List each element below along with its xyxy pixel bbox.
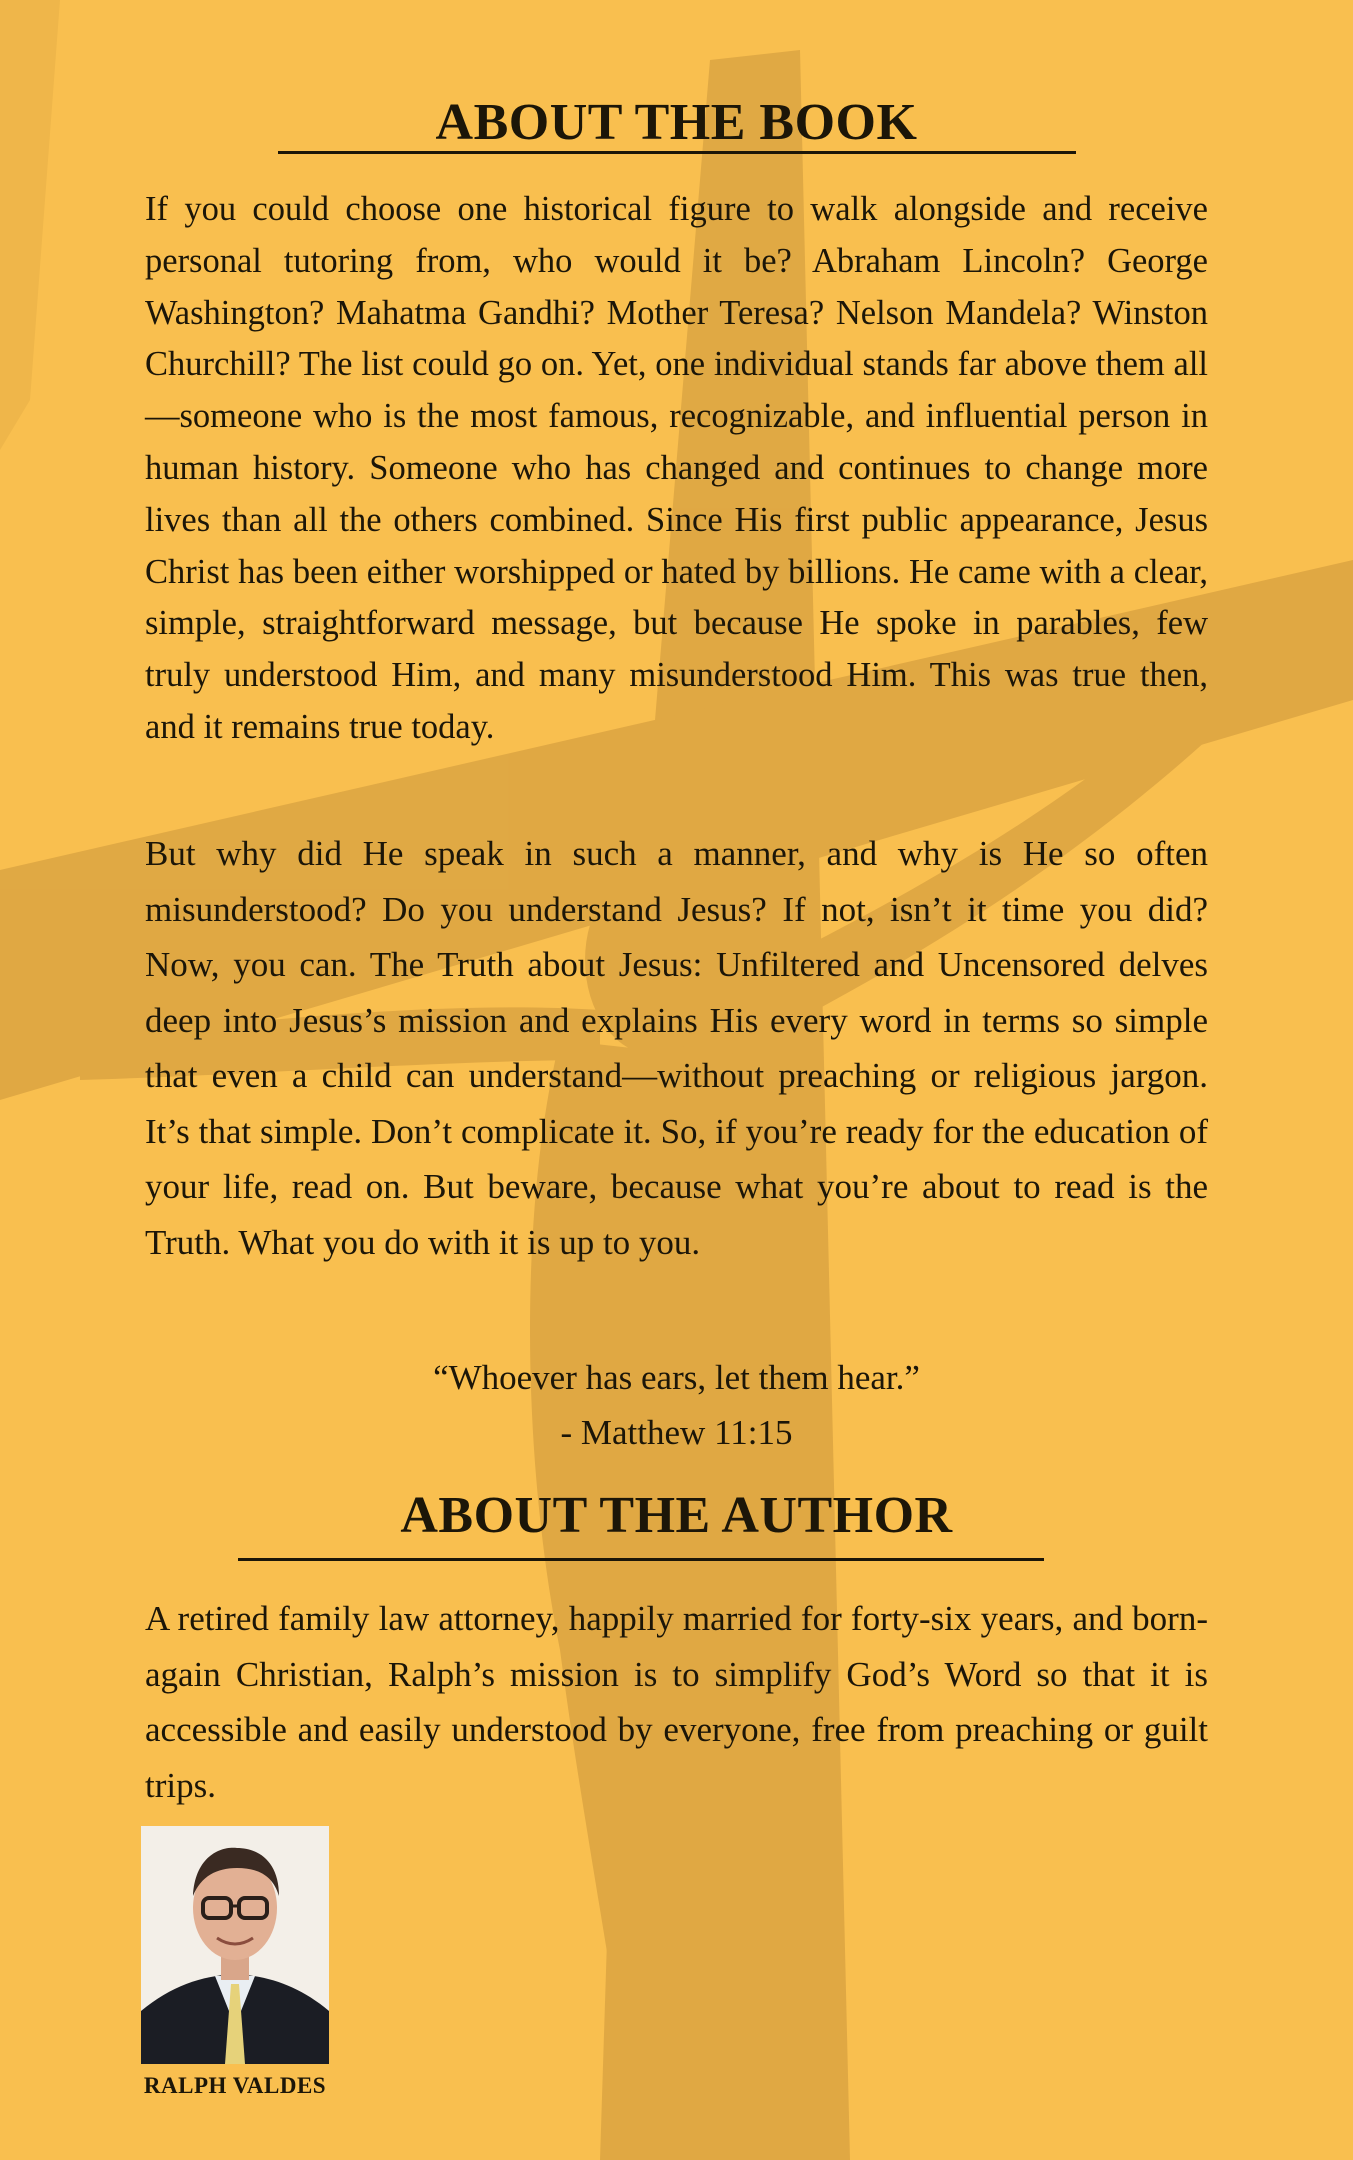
about-author-heading: ABOUT THE AUTHOR — [400, 1487, 953, 1544]
about-book-paragraph-1: If you could choose one historical figure to walk alongside and receive personal tutoring from, who would it be? Abraham Lincoln? George Washington? Mahatma Gandhi? Mother Teresa? Nelson Mandela? Winston Churchill? The list could go on. Yet, one individual stands far above them all—someone who is the most famous, recognizable, and influential person in human history. Someone who has changed and continues to change more lives than all the others combined. Since His first public appearance, Jesus Christ has been either worshipped or hated by billions. He came with a clear, simple, straightforward message, but because He spoke in parables, few truly understood Him, and many misunderstood Him. This was true then, and it remains true today. — [145, 190, 1208, 746]
about-author-paragraph: A retired family law attorney, happily married for forty-six years, and born-again Christian, Ralph’s mission is to simplify God’s Word so that it is accessible and easily understood by everyone, free from preaching or guilt trips. — [145, 1599, 1208, 1805]
author-heading-underline — [238, 1558, 1044, 1561]
author-portrait-image — [141, 1826, 329, 2064]
scripture-quote: “Whoever has ears, let them hear.” — [433, 1358, 920, 1397]
heading-underline — [278, 151, 1076, 154]
author-name-caption: RALPH VALDES — [143, 2073, 327, 2098]
about-book-paragraph-2: But why did He speak in such a manner, and why is He so often misunderstood? Do you understand Jesus? If not, isn’t it time you did? Now, you can. The Truth about Jesus: Unfiltered and Uncensored delves deep into Jesus’s mission and explains His every word in terms so simple that even a child can understand—without preaching or religious jargon. It’s that simple. Don’t complicate it. So, if you’re ready for the education of your life, read on. But beware, because what you’re about to read is the Truth. What you do with it is up to you. — [145, 834, 1208, 1262]
scripture-quote-source: - Matthew 11:15 — [560, 1413, 793, 1452]
author-photo — [141, 1826, 329, 2064]
about-book-heading: ABOUT THE BOOK — [435, 94, 918, 151]
